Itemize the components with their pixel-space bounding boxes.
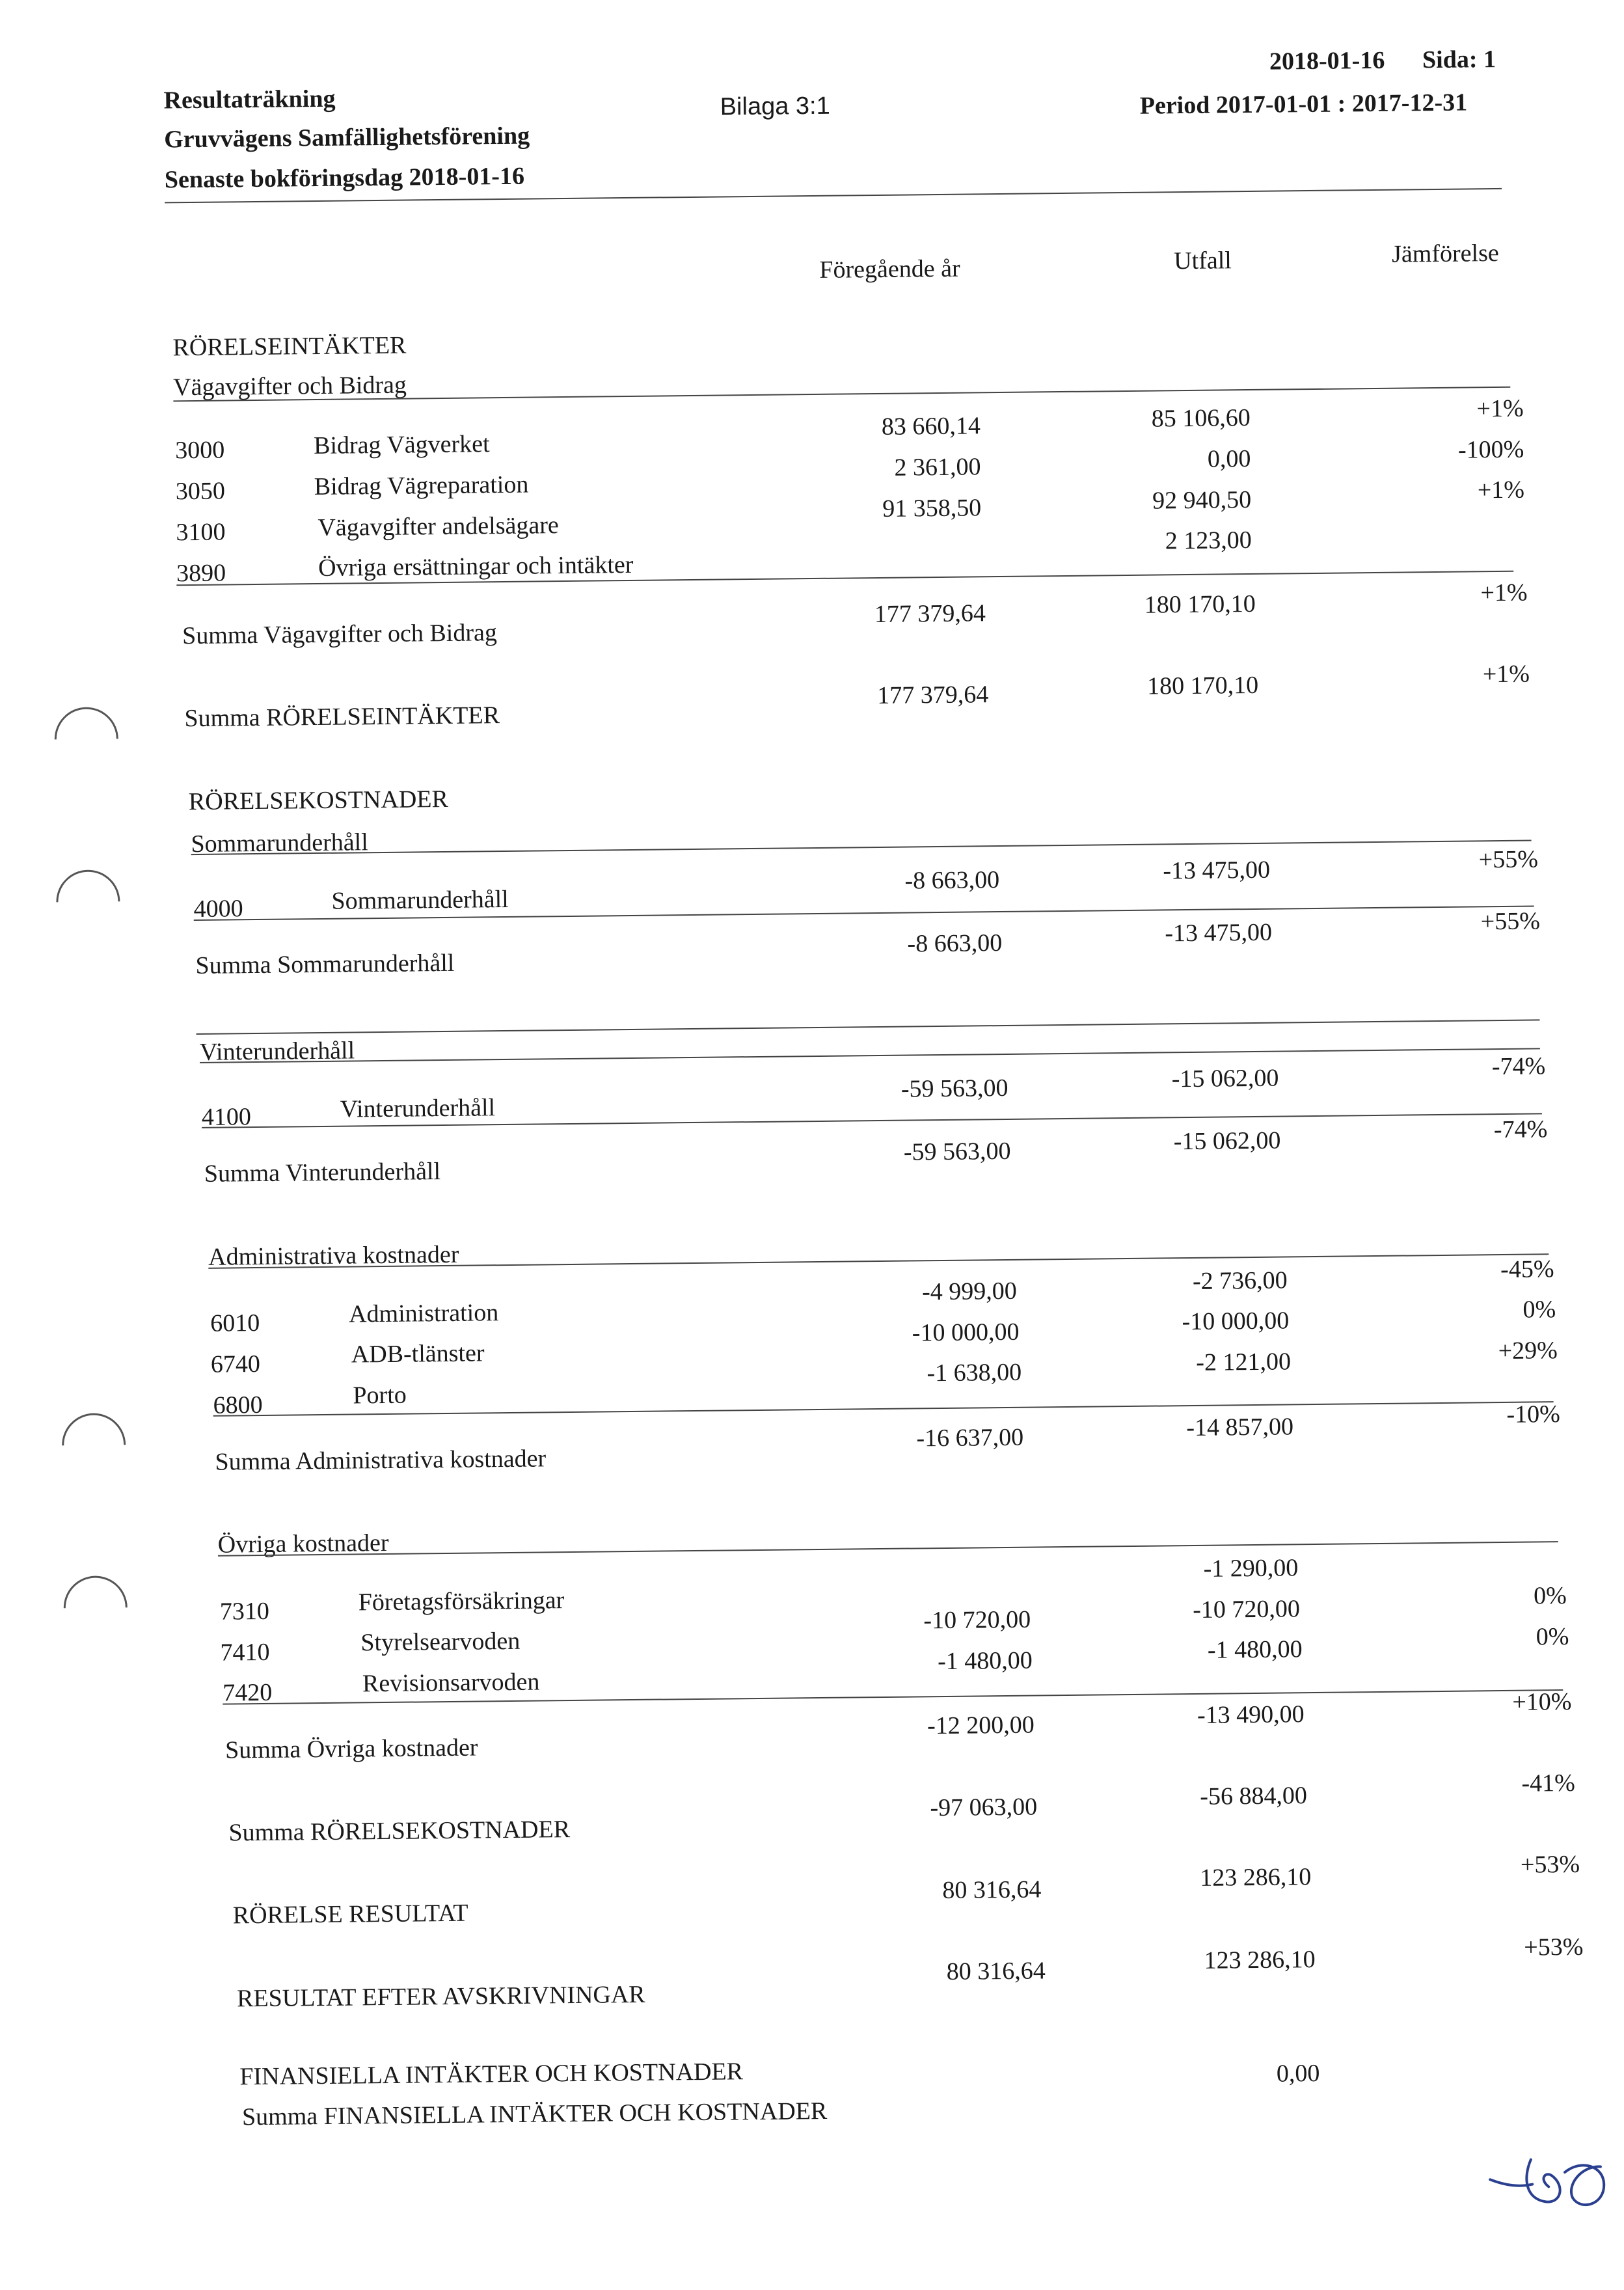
punch-hole [49, 1400, 139, 1490]
account-number: 7410 [220, 1638, 270, 1667]
comparison-value: -10% [1506, 1400, 1561, 1428]
outcome-value: 123 286,10 [1200, 1863, 1312, 1892]
outcome-value: -10 000,00 [1182, 1307, 1290, 1336]
result-label: RESULTAT EFTER AVSKRIVNINGAR [236, 1980, 645, 2013]
column-comparison: Jämförelse [1391, 239, 1499, 268]
report-title: Resultaträkning [163, 85, 336, 115]
comparison-value: +1% [1477, 476, 1525, 504]
comparison-value: -41% [1521, 1769, 1575, 1797]
account-number: 3890 [176, 559, 226, 588]
column-previous-year: Föregående år [819, 254, 960, 284]
previous-year-value: 2 361,00 [894, 453, 981, 482]
comparison-value: +1% [1480, 579, 1528, 607]
section-heading: RÖRELSEKOSTNADER [188, 785, 449, 816]
previous-year-value: 80 316,64 [942, 1875, 1042, 1905]
group-label: Administrativa kostnader [208, 1240, 459, 1271]
report-period: Period 2017-01-01 : 2017-12-31 [1139, 89, 1468, 120]
outcome-value: 180 170,10 [1146, 671, 1259, 700]
section-total-label: Summa RÖRELSEKOSTNADER [228, 1816, 571, 1847]
account-number: 4000 [193, 895, 243, 923]
outcome-value: -15 062,00 [1173, 1126, 1281, 1156]
previous-year-value: -97 063,00 [930, 1793, 1038, 1822]
previous-year-value: -1 638,00 [927, 1358, 1022, 1387]
previous-year-value [859, 1563, 1028, 1565]
comparison-value: -74% [1491, 1052, 1546, 1081]
account-name: Övriga ersättningar och intäkter [318, 551, 634, 582]
account-number: 3000 [174, 436, 225, 465]
last-booking-date: Senaste bokföringsdag 2018-01-16 [164, 162, 525, 194]
comparison-value: +53% [1524, 1933, 1584, 1961]
section-total-label: Summa RÖRELSEINTÄKTER [184, 702, 500, 733]
group-label: Sommarunderhåll [191, 828, 369, 858]
previous-year-value: 177 379,64 [874, 599, 986, 629]
account-name: Porto [353, 1381, 407, 1410]
comparison-value: +10% [1512, 1687, 1572, 1716]
previous-year-value: 83 660,14 [881, 412, 981, 441]
comparison-value: +55% [1480, 907, 1541, 936]
account-name: Styrelsearvoden [360, 1627, 521, 1657]
account-name: Vinterunderhåll [340, 1094, 496, 1123]
comparison-value: 0% [1522, 1296, 1556, 1324]
previous-year-value: -8 663,00 [907, 929, 1003, 958]
account-number: 6010 [210, 1309, 260, 1337]
previous-year-value: -16 637,00 [916, 1423, 1024, 1452]
comparison-value: -74% [1493, 1115, 1548, 1144]
group-divider [191, 839, 1532, 855]
group-label: Vinterunderhåll [199, 1037, 355, 1066]
previous-year-value: -8 663,00 [904, 866, 1000, 895]
account-name: Administration [348, 1299, 499, 1328]
financial-outcome-value: 0,00 [1276, 2060, 1320, 2088]
outcome-value: -10 720,00 [1193, 1595, 1301, 1624]
outcome-value: 92 940,50 [1152, 485, 1252, 515]
group-sum-label: Summa Sommarunderhåll [195, 949, 455, 980]
comparison-value: +1% [1476, 394, 1524, 423]
account-name: ADB-tlänster [351, 1339, 485, 1369]
group-divider [218, 1541, 1558, 1557]
previous-year-value: -4 999,00 [921, 1277, 1018, 1306]
previous-year-value: 91 358,50 [882, 494, 982, 523]
account-number: 6740 [210, 1350, 261, 1378]
outcome-value: -14 857,00 [1186, 1413, 1294, 1442]
outcome-value: -56 884,00 [1200, 1782, 1308, 1810]
account-number: 7310 [219, 1597, 270, 1626]
comparison-value: +53% [1520, 1850, 1580, 1879]
comparison-value: 0% [1533, 1581, 1567, 1610]
financial-sum-label: Summa FINANSIELLA INTÄKTER OCH KOSTNADER [241, 2097, 828, 2131]
comparison-value: +1% [1482, 660, 1530, 688]
punch-hole [51, 1562, 141, 1653]
outcome-value: 180 170,10 [1144, 590, 1256, 619]
result-label: RÖRELSE RESULTAT [232, 1899, 468, 1929]
account-number: 6800 [213, 1391, 263, 1419]
previous-year-value: -12 200,00 [927, 1711, 1035, 1740]
previous-year-value: -10 000,00 [912, 1318, 1020, 1347]
comparison-value [1420, 517, 1524, 518]
outcome-value: -1 290,00 [1203, 1554, 1299, 1583]
account-name: Vägavgifter andelsägare [318, 511, 559, 541]
account-number: 4100 [201, 1103, 252, 1131]
previous-year-value: 80 316,64 [946, 1957, 1046, 1985]
financial-heading: FINANSIELLA INTÄKTER OCH KOSTNADER [239, 2058, 744, 2091]
page-number: Sida: 1 [1422, 46, 1496, 74]
outcome-value: -13 475,00 [1165, 918, 1273, 947]
outcome-value: -13 490,00 [1197, 1700, 1305, 1729]
group-sum-label: Summa Vinterunderhåll [204, 1158, 441, 1188]
comparison-value: 0% [1536, 1622, 1569, 1651]
account-number: 3100 [176, 518, 226, 547]
column-outcome: Utfall [1174, 247, 1232, 275]
account-number: 7420 [222, 1678, 273, 1707]
group-label: Övriga kostnader [217, 1529, 389, 1559]
account-name: Företagsförsäkringar [358, 1587, 565, 1616]
group-sum-label: Summa Vägavgifter och Bidrag [182, 619, 498, 650]
previous-year-value: -59 563,00 [900, 1074, 1008, 1103]
group-divider [196, 1019, 1540, 1035]
outcome-value: 123 286,10 [1204, 1946, 1316, 1974]
previous-year-value [813, 534, 982, 536]
outcome-value: -13 475,00 [1163, 856, 1271, 885]
outcome-value: -1 480,00 [1207, 1635, 1303, 1664]
previous-year-value: 177 379,64 [876, 681, 989, 710]
outcome-value: -15 062,00 [1171, 1064, 1279, 1093]
account-name: Sommarunderhåll [331, 885, 509, 915]
outcome-value: -2 121,00 [1196, 1348, 1292, 1376]
account-name: Revisionsarvoden [362, 1668, 540, 1698]
previous-year-value: -59 563,00 [903, 1137, 1011, 1166]
section-heading: RÖRELSEINTÄKTER [172, 331, 407, 362]
comparison-value: +55% [1478, 845, 1539, 874]
comparison-value: -45% [1500, 1255, 1554, 1284]
account-number: 3050 [175, 477, 226, 506]
outcome-value: 85 106,60 [1151, 403, 1251, 433]
punch-hole [43, 856, 133, 947]
previous-year-value: -10 720,00 [923, 1605, 1031, 1635]
group-divider [213, 1401, 1554, 1417]
outcome-value: -2 736,00 [1192, 1266, 1288, 1295]
organization-name: Gruvvägens Samfällighetsförening [163, 122, 530, 154]
account-name: Bidrag Vägreparation [314, 470, 529, 501]
attachment-label: Bilaga 3:1 [720, 92, 830, 121]
group-sum-label: Summa Övriga kostnader [224, 1734, 478, 1764]
outcome-value: 2 123,00 [1165, 526, 1252, 555]
previous-year-value: -1 480,00 [937, 1646, 1033, 1676]
comparison-value: -100% [1457, 435, 1524, 464]
group-sum-label: Summa Administrativa kostnader [215, 1445, 547, 1476]
outcome-value: 0,00 [1207, 444, 1251, 473]
report-date: 2018-01-16 [1269, 46, 1385, 75]
punch-hole [42, 694, 132, 784]
group-divider [200, 1048, 1540, 1063]
group-label: Vägavgifter och Bidrag [172, 371, 407, 402]
comparison-value: +29% [1498, 1337, 1558, 1365]
account-name: Bidrag Vägverket [313, 430, 490, 460]
